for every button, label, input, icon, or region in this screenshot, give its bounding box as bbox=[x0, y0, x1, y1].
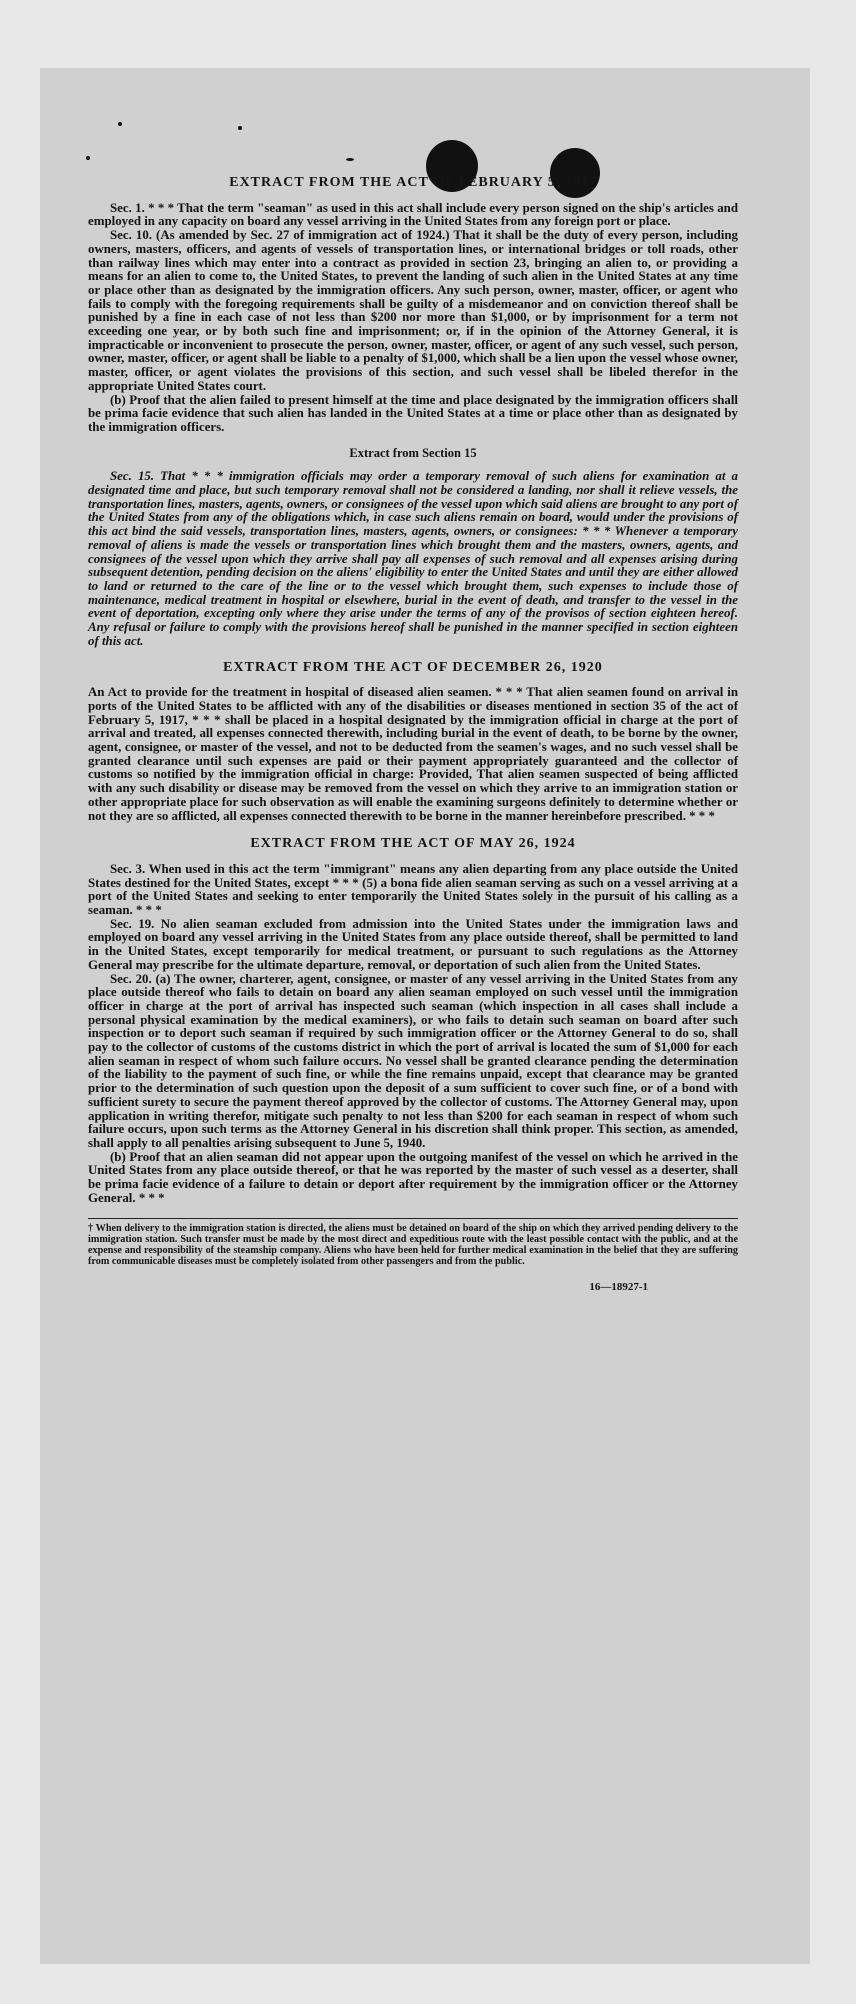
section-19-paragraph: Sec. 19. No alien seaman excluded from admission into the United States under the immigration laws and employed on board any vessel arriving in the United States from any place outside thereof, shall be permitted to land in the United States, except temporarily for medical treatment, or pursuant to such regulations as the Attorney General may prescribe for the ultimate departure, removal, or deportation of such alien from the United States. bbox=[88, 916, 738, 972]
heading-act-1917: EXTRACT FROM THE ACT OF FEBRUARY 5, 1917 bbox=[229, 175, 597, 190]
speck-mark bbox=[118, 122, 122, 126]
heading-act-1920: EXTRACT FROM THE ACT OF DECEMBER 26, 1920 bbox=[223, 659, 603, 675]
heading-act-1924: EXTRACT FROM THE ACT OF MAY 26, 1924 bbox=[250, 836, 576, 852]
speck-mark bbox=[346, 158, 354, 161]
section-1-paragraph: Sec. 1. * * * That the term "seaman" as used in this act shall include every person signed on the ship's articles and employed in any capacity on board any vessel arriving in the United States from any foreign port or place. bbox=[88, 200, 738, 229]
section-20a-paragraph: Sec. 20. (a) The owner, charterer, agent, consignee, or master of any vessel arriving in the United States from any place outside thereof who fails to detain on board any alien seaman employed on such vessel until the immigration officer in charge at the port of arrival has inspected such seaman (which inspection in all cases shall include a personal physical examination by the medical examiners), or who fails to detain such seaman on board after such inspection or to deport such seaman if required by such immigration officer or the Attorney General to do so, shall pay to the collector of customs of the customs district in which the port of arrival is located the sum of $1,000 for each alien seaman in respect of whom such failure occurs. No vessel shall be granted clearance pending the determination of the liability to the payment of such fine, or while the fine remains unpaid, except that clearance may be granted prior to the determination of such question upon the deposit of a sum sufficient to cover such fine, or of a bond with sufficient surety to secure the payment thereof approved by the collector of customs. The Attorney General may, upon application in writing therefor, mitigate such penalty to not less than $200 for each seaman in respect of whom such failure occurs, upon such terms as the Attorney General in his discretion shall think proper. This section, as amended, shall apply to all penalties arising subsequent to June 5, 1940. bbox=[88, 971, 738, 1150]
heading-section-15: Extract from Section 15 bbox=[349, 445, 477, 460]
section-10-paragraph: Sec. 10. (As amended by Sec. 27 of immigration act of 1924.) That it shall be the duty of every person, including owners, masters, officers, and agents of vessels of transportation lines, or international bridges or toll roads, other than railway lines which may enter into a contract as provided in section 23, bringing an alien to, or providing a means for an alien to come to, the United States, to prevent the landing of such alien in the United States at any time or place other than as designated by the immigration officers. Any such person, owner, master, officer, or agent who fails to comply with the foregoing requirements shall be guilty of a misdemeanor and on conviction thereof shall be punished by a fine in each case of not less than $200 nor more than $1,000, or by imprisonment for a term not exceeding one year, or by both such fine and imprisonment; or, if in the opinion of the Attorney General, it is impracticable or inconvenient to prosecute the person, owner, master, officer, or agent of any such vessel, such person, owner, master, officer, or agent shall be liable to a penalty of $1,000, which shall be a lien upon the vessel whose owner, master, officer, or agent violates the provisions of this section, and such vessel shall be libeled therefor in the appropriate United States court. bbox=[88, 228, 738, 393]
speck-mark bbox=[86, 156, 90, 160]
section-20b-paragraph: (b) Proof that an alien seaman did not appear upon the outgoing manifest of the vessel on which he arrived in the United States from any place outside thereof, or that he was reported by the master of such vessel as a deserter, shall be prima facie evidence of a failure to detain or deport after requirement by the immigration officer or the Attorney General. * * * bbox=[88, 1149, 738, 1205]
speck-mark bbox=[238, 126, 242, 130]
footnote: † When delivery to the immigration station is directed, the aliens must be detained on board of the ship on which they arrived pending delivery to the immigration station. Such transfer must be made by the most direct and expeditious route with the least possible contact with the public, and at the expense and responsibility of the steamship company. Aliens who have been held for further medical examination in the belief that they are suffering from communicable diseases must be completely isolated from other passengers and from the public. bbox=[88, 1218, 738, 1268]
document-body bbox=[88, 176, 738, 1295]
form-number: 16—18927-1 bbox=[589, 1281, 648, 1294]
section-3-paragraph: Sec. 3. When used in this act the term "immigrant" means any alien departing from any place outside the United States destined for the United States, except * * * (5) a bona fide alien seaman serving as such on a vessel arriving at a port of the United States and seeking to enter temporarily the United States solely in the pursuit of his calling as a seaman. * * * bbox=[88, 861, 738, 918]
section-10b-paragraph: (b) Proof that the alien failed to present himself at the time and place designated by the immigration officers shall be prima facie evidence that such alien has landed in the United States at a time or place other than as designated by the immigration officers. bbox=[88, 392, 738, 434]
section-15-paragraph: Sec. 15. That * * * immigration officials may order a temporary removal of such aliens for examination at a designated time and place, but such temporary removal shall not be considered a landing, nor shall it relieve vessels, the transportation lines, masters, agents, owners, or consignees of the vessel upon which said aliens are brought to any port of the United States from any of the obligations which, in case such aliens remain on board, would under the provisions of this act bind the said vessels, transportation lines, masters, agents, owners, or consignees: * * * Whenever a temporary removal of aliens is made the vessels or transportation lines which brought them and the masters, owners, agents, and consignees of the vessel upon which they arrive shall pay all expenses of such removal and all expenses arising during subsequent detention, pending decision on the aliens' eligibility to enter the United States and until they are either allowed to land or returned to the care of the line or to the vessel which brought them, such expenses to include those of maintenance, medical treatment in hospital or elsewhere, burial in the event of death, and transfer to the vessel in the event of deportation, excepting only where they arise under the terms of any of the provisos of section eighteen hereof. Any refusal or failure to comply with the provisions hereof shall be punished in the manner specified in section eighteen of this act. bbox=[88, 469, 738, 648]
act-1920-paragraph: An Act to provide for the treatment in hospital of diseased alien seamen. * * * That alien seamen found on arrival in ports of the United States to be afflicted with any of the disabilities or diseases mentioned in section 35 of the act of February 5, 1917, * * * shall be placed in a hospital designated by the immigration official in charge at the port of arrival and treated, all expenses connected therewith, including burial in the event of death, to be borne by the owner, agent, consignee, or master of the vessel, and not to be deducted from the seamen's wages, and no such vessel shall be granted clearance until such expenses are paid or their payment appropriately guaranteed and the collector of customs so notified by the immigration official in charge: Provided, That alien seamen suspected of being afflicted with any such disability or disease may be removed from the vessel on which they arrive to an immigration station or other appropriate place for such observation as will enable the examining surgeons definitely to determine whether or not they are so afflicted, all expenses connected therewith to be borne in the manner hereinbefore prescribed. * * * bbox=[88, 685, 738, 823]
